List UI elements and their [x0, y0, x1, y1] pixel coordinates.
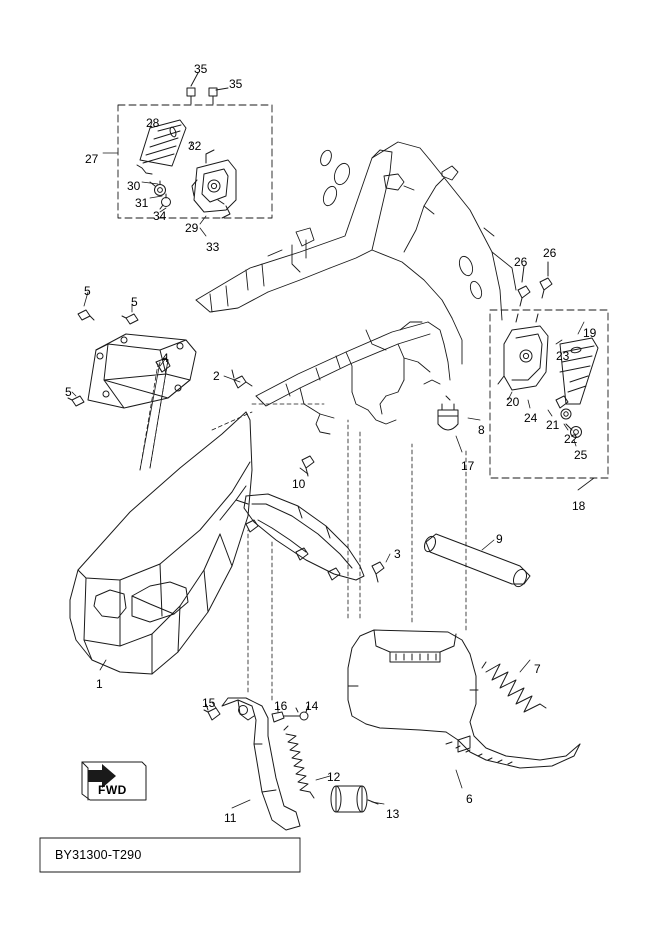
callout-24: 24 [524, 411, 538, 425]
callout-30: 30 [127, 179, 141, 193]
callout-13: 13 [386, 807, 400, 821]
callout-18: 18 [572, 499, 586, 513]
callout-34: 34 [153, 209, 167, 223]
callout-17: 17 [461, 459, 475, 473]
callout-26a: 26 [543, 246, 557, 260]
callout-5c: 5 [65, 385, 72, 399]
callout-5b: 5 [131, 295, 138, 309]
callout-5a: 5 [84, 284, 91, 298]
callout-15: 15 [202, 696, 216, 710]
callout-14: 14 [305, 699, 319, 713]
callout-22: 22 [564, 432, 578, 446]
callout-20: 20 [506, 395, 520, 409]
callout-26b: 26 [514, 255, 528, 269]
diagram-code: BY31300-T290 [55, 848, 142, 862]
callout-21: 21 [546, 418, 560, 432]
callout-9: 9 [496, 532, 503, 546]
fwd-direction-label: FWD [98, 783, 127, 797]
callout-8: 8 [478, 423, 485, 437]
callout-19: 19 [583, 326, 597, 340]
callout-7: 7 [534, 662, 541, 676]
callout-11: 11 [224, 811, 237, 825]
callout-1: 1 [96, 677, 103, 691]
callout-10: 10 [292, 477, 306, 491]
callout-29: 29 [185, 221, 199, 235]
callout-32: 32 [188, 139, 202, 153]
callout-35a: 35 [194, 62, 208, 76]
callout-2: 2 [213, 369, 220, 383]
callout-33: 33 [206, 240, 220, 254]
callout-4: 4 [162, 351, 169, 365]
callout-25: 25 [574, 448, 588, 462]
callout-27: 27 [85, 152, 99, 166]
callout-35b: 35 [229, 77, 243, 91]
callout-28: 28 [146, 116, 160, 130]
callout-12: 12 [327, 770, 341, 784]
callout-3: 3 [394, 547, 401, 561]
callout-23: 23 [556, 349, 570, 363]
callout-31: 31 [135, 196, 149, 210]
callout-16: 16 [274, 699, 288, 713]
callout-6: 6 [466, 792, 473, 806]
